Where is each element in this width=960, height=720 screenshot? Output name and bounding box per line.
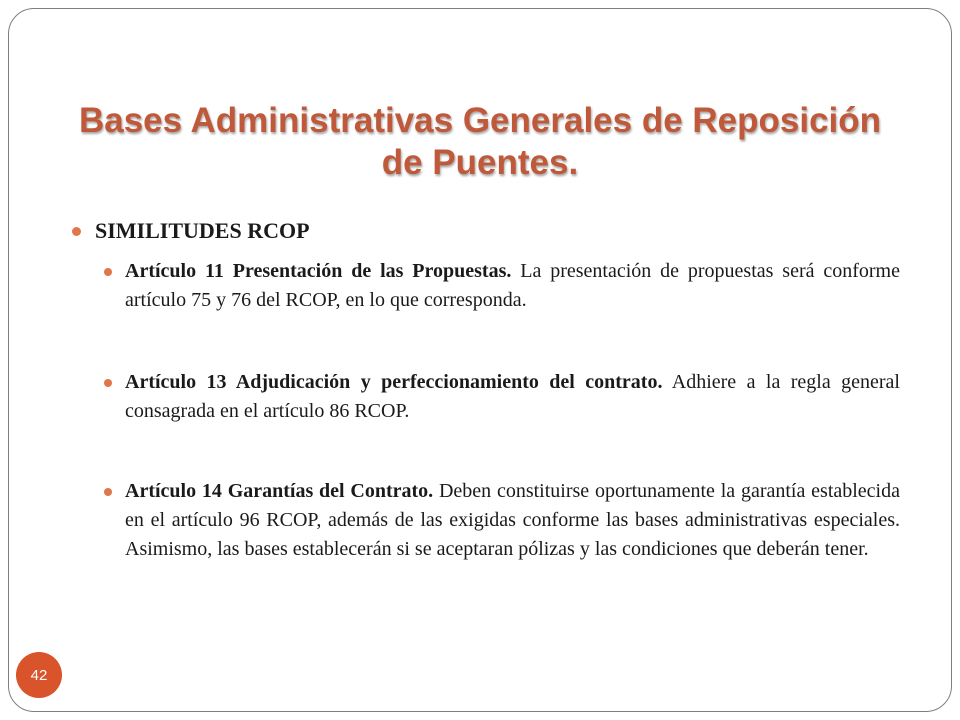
slide-title: Bases Administrativas Generales de Reposición de Puentes. (78, 101, 882, 182)
list-item-text (125, 477, 900, 564)
section-heading-text: SIMILITUDES RCOP (95, 218, 310, 243)
list-item-articulo-13 (104, 368, 900, 426)
section-heading (72, 218, 310, 244)
list-item-articulo-14 (104, 477, 900, 564)
list-item-body: Adhiere a la regla general consagrada en el artículo 86 RCOP. (125, 371, 900, 422)
list-item-heading: Artículo 14 Garantías del Contrato. (125, 480, 434, 502)
list-item-heading: Artículo 13 Adjudicación y perfeccionamiento del contrato. (125, 371, 663, 393)
list-item-heading: Artículo 11 Presentación de las Propuestas. (125, 260, 512, 282)
list-item-body: Deben constituirse oportunamente la garantía establecida en el artículo 96 RCOP, además de las exigidas conforme las bases administrativas especiales. Asimismo, las bases establecerán si se aceptaran pólizas y las condiciones que deberán tener. (125, 480, 900, 560)
bullet-dot-icon (104, 379, 112, 387)
bullet-dot-icon (72, 227, 81, 236)
list-item-body: La presentación de propuestas será conforme artículo 75 y 76 del RCOP, en lo que corresponda. (125, 260, 900, 311)
page-number-badge: 42 (16, 652, 62, 698)
bullet-dot-icon (104, 488, 112, 496)
bullet-dot-icon (104, 268, 112, 276)
list-item-articulo-11 (104, 257, 900, 315)
list-item-text (125, 368, 900, 426)
list-item-text (125, 257, 900, 315)
